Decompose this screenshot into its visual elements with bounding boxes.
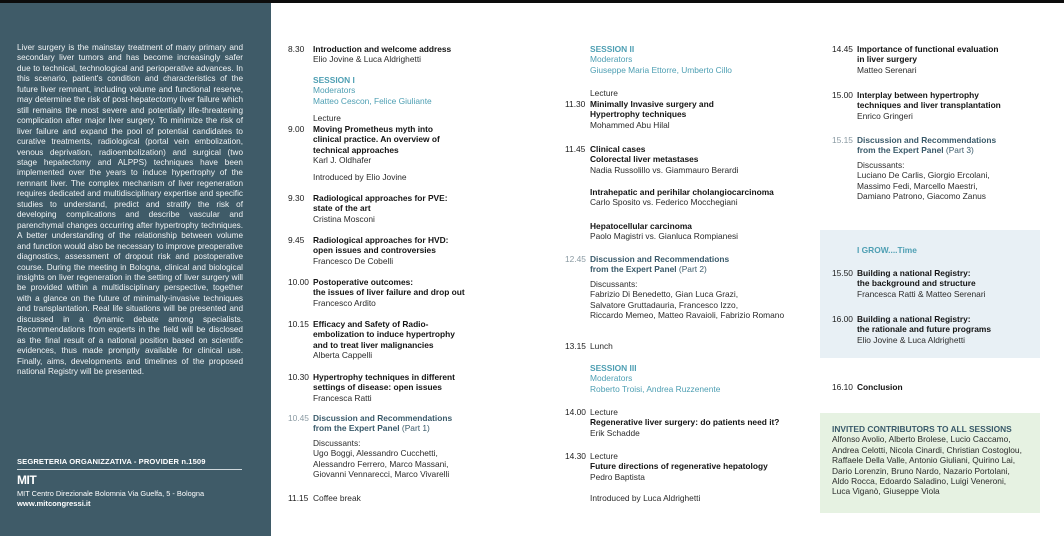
discussants-label: Discussants: <box>857 159 905 170</box>
discussion-title-text: Discussion and Recommendations from the Expert Panel <box>313 413 453 434</box>
talk-title: Introduction and welcome address <box>313 44 452 54</box>
speaker: Nadia Russolillo vs. Giammauro Berardi <box>590 164 739 175</box>
discussion-part: (Part 1) <box>399 423 430 434</box>
talk-title: Importance of functional evaluation in liver surgery <box>857 44 999 65</box>
moderators-label: Moderators <box>590 54 633 65</box>
discussion-title-text: Discussion and Recommendations from the Expert Panel <box>857 135 997 156</box>
time-label: 14.45 <box>832 44 853 54</box>
time-label: 14.00 <box>565 407 586 417</box>
time-label: 13.15 <box>565 341 586 351</box>
break-text: Coffee break <box>313 493 361 503</box>
speaker: Matteo Serenari <box>857 64 917 75</box>
introduced-text: Introduced by Elio Jovine <box>313 172 407 182</box>
time-label: 16.10 <box>832 382 853 392</box>
program-item-coffee <box>313 493 513 503</box>
time-label: 11.30 <box>565 99 586 109</box>
discussion-title <box>857 135 1057 156</box>
time-label: 9.45 <box>288 235 305 245</box>
moderators-names: Roberto Troisi, Andrea Ruzzenente <box>590 383 721 394</box>
program-item-discussion-3 <box>857 135 1057 201</box>
divider <box>17 469 242 470</box>
talk-title: Building a national Registry: the background and structure <box>857 268 976 289</box>
time-label: 16.00 <box>832 314 853 324</box>
session-3-header <box>590 363 810 394</box>
discussion-part: (Part 2) <box>676 264 707 275</box>
program-item-pve <box>313 193 513 224</box>
speaker: Cristina Mosconi <box>313 213 375 224</box>
moderators-names: Giuseppe Maria Ettorre, Umberto Cillo <box>590 64 732 75</box>
speaker: Francesco De Cobelli <box>313 255 394 266</box>
program-item-conclusion <box>857 382 1037 392</box>
intro-panel <box>0 3 271 536</box>
speaker: Elio Jovine & Luca Aldrighetti <box>857 334 966 345</box>
program-item-postop <box>313 277 523 308</box>
igrow-title <box>857 245 1037 255</box>
introduced-by <box>590 493 810 503</box>
secretariat-title: SEGRETERIA ORGANIZZATIVA - PROVIDER n.1509 <box>17 457 206 466</box>
talk-title: Hypertrophy techniques in different settings of disease: open issues <box>313 372 455 393</box>
time-label: 15.50 <box>832 268 853 278</box>
talk-title: Radiological approaches for PVE: state of the art <box>313 193 448 214</box>
discussants-names: Ugo Boggi, Alessandro Cucchetti, Alessandro Ferrero, Marco Massani, Giovanni Vennarecci, Marco Vivarelli <box>313 448 450 480</box>
program-item-mis <box>590 99 810 130</box>
program-item-prometheus <box>313 124 513 166</box>
mit-logo: MIT <box>17 473 37 487</box>
session-1-header <box>313 75 513 106</box>
time-label: 8.30 <box>288 44 305 54</box>
speaker: Erik Schadde <box>590 427 640 438</box>
speaker: Mohammed Abu Hilal <box>590 119 670 130</box>
time-label: 14.30 <box>565 451 586 461</box>
program-item-clinical-cases <box>590 144 810 175</box>
lecture-text: Lecture <box>590 407 618 417</box>
speaker: Alberta Cappelli <box>313 350 373 361</box>
secretariat-address: MIT Centro Direzionale Bolomnia Via Guelfa, 5 - Bologna <box>17 489 205 498</box>
discussion-part: (Part 3) <box>943 145 974 156</box>
discussion-title <box>313 413 523 434</box>
discussants-names: Luciano De Carlis, Giorgio Ercolani, Massimo Fedi, Marcello Maestri, Damiano Patrono, Giacomo Zanus <box>857 170 990 202</box>
time-label: 15.00 <box>832 90 853 100</box>
invited-names: Alfonso Avolio, Alberto Brolese, Lucio Caccamo, Andrea Celotti, Nicola Cinardi, Christian Costoglou, Raffaele Della Valle, Antonio Giuliani, Quirino Lai, Dario Lorenzin, Bruno Nardo, Nazario Portolani, Aldo Rocca, Edoardo Saladino, Luigi Veneroni, Luca Viganò, Giuseppe Viola <box>832 434 1022 497</box>
invited-contributors <box>832 424 1037 497</box>
lecture-text: Lecture <box>590 451 618 461</box>
discussion-title-text: Discussion and Recommendations from the Expert Panel <box>590 254 730 275</box>
secretariat-website[interactable]: www.mitcongressi.it <box>17 499 91 508</box>
lecture-label <box>313 113 513 123</box>
lecture-text: Lecture <box>313 113 341 123</box>
program-item-future-directions <box>590 451 820 482</box>
discussants-names: Fabrizio Di Benedetto, Gian Luca Grazi, Salvatore Gruttadauria, Francesco Izzo, Riccardo Memeo, Matteo Ravaioli, Fabrizio Romano <box>590 289 785 321</box>
moderators-label: Moderators <box>590 373 633 384</box>
time-label: 15.15 <box>832 135 853 145</box>
talk-title: Future directions of regenerative hepatology <box>590 461 768 472</box>
program-item-lunch <box>590 341 790 351</box>
time-label: 11.45 <box>565 144 586 154</box>
program-item-hypertrophy <box>313 372 523 403</box>
program-item-cholangiocarcinoma <box>590 187 820 208</box>
speaker: Enrico Gringeri <box>857 110 913 121</box>
program-item-welcome <box>313 44 513 65</box>
program-item-discussion-2 <box>590 254 815 320</box>
speaker: Francesca Ratti <box>313 392 372 403</box>
time-label: 10.15 <box>288 319 309 329</box>
time-label: 10.45 <box>288 413 309 423</box>
time-label: 12.45 <box>565 254 586 264</box>
program-item-registry-1 <box>857 268 1037 299</box>
discussants-label: Discussants: <box>590 278 638 289</box>
talk-title: Moving Prometheus myth into clinical practice. An overview of technical approaches <box>313 124 440 155</box>
discussants-label: Discussants: <box>313 437 361 448</box>
speaker: Carlo Sposito vs. Federico Mocchegiani <box>590 197 738 208</box>
speaker: Francesca Ratti & Matteo Serenari <box>857 288 986 299</box>
talk-title: Efficacy and Safety of Radio- embolization to induce hypertrophy and to treat liver malignancies <box>313 319 455 350</box>
speaker: Pedro Baptista <box>590 471 645 482</box>
lecture-text: Lecture <box>590 88 618 98</box>
talk-title: Postoperative outcomes: the issues of liver failure and drop out <box>313 277 465 298</box>
introduced-text: Introduced by Luca Aldrighetti <box>590 493 701 503</box>
break-text: Lunch <box>590 341 613 351</box>
time-label: 9.30 <box>288 193 305 203</box>
talk-title: Clinical cases Colorectal liver metastases <box>590 144 699 165</box>
discussion-title <box>590 254 815 275</box>
moderators-label: Moderators <box>313 85 356 96</box>
time-label: 9.00 <box>288 124 305 134</box>
talk-title: Minimally Invasive surgery and Hypertrophy techniques <box>590 99 714 120</box>
talk-title: Hepatocellular carcinoma <box>590 221 692 231</box>
time-label: 10.30 <box>288 372 309 382</box>
program-item-transplantation <box>857 90 1057 121</box>
program-item-hvd <box>313 235 513 266</box>
session-2-header <box>590 44 810 75</box>
talk-title: Intrahepatic and perihilar cholangiocarcinoma <box>590 187 774 197</box>
lecture-label <box>590 88 810 98</box>
talk-title: Regenerative liver surgery: do patients need it? <box>590 417 780 428</box>
session-title: SESSION II <box>590 44 635 54</box>
program-item-functional <box>857 44 1057 75</box>
invited-title: INVITED CONTRIBUTORS TO ALL SESSIONS <box>832 424 1012 434</box>
speaker: Elio Jovine & Luca Aldrighetti <box>313 54 422 65</box>
program-item-regenerative <box>590 407 820 438</box>
program-item-hcc <box>590 221 810 242</box>
time-label: 11.15 <box>288 493 309 503</box>
igrow-text: I GROW....Time <box>857 245 917 255</box>
time-label: 10.00 <box>288 277 309 287</box>
moderators-names: Matteo Cescon, Felice Giuliante <box>313 95 432 106</box>
talk-title: Radiological approaches for HVD: open issues and controversies <box>313 235 449 256</box>
talk-title: Conclusion <box>857 382 903 392</box>
speaker: Francesco Ardito <box>313 297 376 308</box>
program-item-discussion-1 <box>313 413 523 479</box>
program-item-registry-2 <box>857 314 1037 345</box>
talk-title: Building a national Registry: the rationale and future programs <box>857 314 992 335</box>
talk-title: Interplay between hypertrophy techniques and liver transplantation <box>857 90 1001 111</box>
session-title: SESSION I <box>313 75 355 85</box>
introduced-by <box>313 172 513 182</box>
program-item-radioembolization <box>313 319 523 361</box>
speaker: Paolo Magistri vs. Gianluca Rompianesi <box>590 231 739 242</box>
intro-text: Liver surgery is the mainstay treatment of many primary and secondary liver tumors and has become increasingly safer due to technical, technological and perioperative advances. In this scenario, patient's condition and characteristics of the future liver remnant, including volume and functional reserve, may determine the risk of post-hepatectomy liver failure which still remains the most severe and potentially life-threatening complication after major liver surgery. To minimize the risk of liver failure and expand the pool of potential candidates to curative treatments, radiological (portal vein embolization, venous deprivation, radioembolization) and surgical (two stage hepatectomy and ALPPS) techniques have been implemented over the years to induce hypertrophy of the remnant liver. The complex mechanism of liver regeneration requires dedicated and multidisciplinary expertise and specific studies to understand, predict and stratify the risk of developing complications and describe vascular and parenchymal changes occurring after hypertrophy techniques. A better understanding of the relationship between volume and function would also be necessary to improve preoperative diagnostics, assessment of dropout risk and postoperative course. During the meeting in Bologna, clinical and biological insights on liver regeneration in the setting of liver surgery will be provided within a multidisciplinary perspective, together with a glance on the future of minimally-invasive techniques and transplantation. Real life situations will be presented and discussed in a dynamic debate among specialists. Recommendations from experts in the field will be disclosed as the final result of a national position based on scientific evidences, thus made promptly available for clinical use. Finally, aims, developments and timelines of the proposed national Registry will be presented. <box>17 43 243 377</box>
session-title: SESSION III <box>590 363 637 373</box>
speaker: Karl J. Oldhafer <box>313 155 372 166</box>
